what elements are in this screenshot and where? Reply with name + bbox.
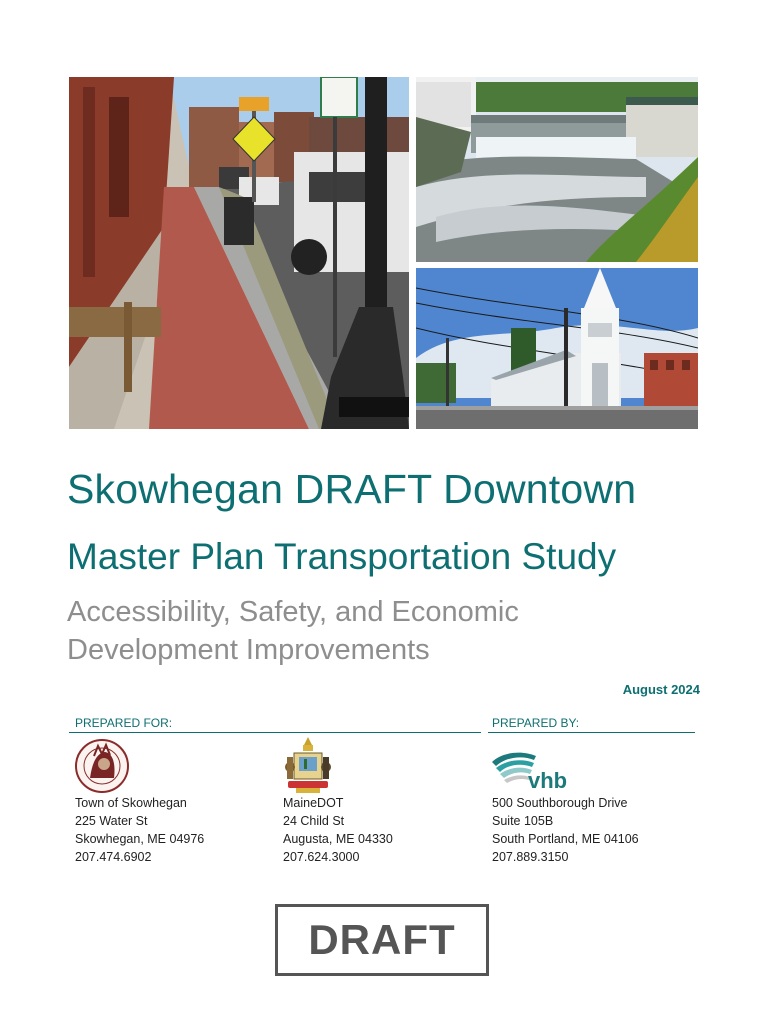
report-date: August 2024 [622, 682, 700, 697]
vhb-logo-text: vhb [528, 768, 568, 790]
vhb-address-1: 500 Southborough Drive [492, 796, 628, 810]
prepared-for-label: PREPARED FOR: [75, 716, 173, 730]
vhb-address-3: South Portland, ME 04106 [492, 832, 639, 846]
vhb-address-2: Suite 105B [492, 814, 554, 828]
mainedot-address-2: Augusta, ME 04330 [283, 832, 393, 846]
street-sidewalk-photo [69, 77, 409, 429]
mainedot-phone: 207.624.3000 [283, 850, 360, 864]
mainedot-address-1: 24 Child St [283, 814, 345, 828]
title-line-1: Skowhegan DRAFT Downtown [67, 466, 637, 512]
title-line-2: Master Plan Transportation Study [67, 536, 617, 577]
vhb-phone: 207.889.3150 [492, 850, 569, 864]
subtitle-line-2: Development Improvements [67, 634, 430, 666]
town-phone: 207.474.6902 [75, 850, 152, 864]
draft-stamp-text: DRAFT [308, 916, 456, 963]
subtitle-line-1: Accessibility, Safety, and Economic [67, 596, 519, 628]
church-photo [416, 268, 698, 429]
mainedot-contact [283, 794, 393, 866]
prepared-by-divider [488, 732, 695, 733]
skowhegan-seal-logo [74, 738, 130, 794]
vhb-contact [492, 794, 639, 866]
subtitle [67, 593, 519, 669]
river-dam-photo [416, 77, 698, 262]
mainedot-seal-logo [284, 737, 332, 793]
mainedot-name: MaineDOT [283, 796, 344, 810]
town-name: Town of Skowhegan [75, 796, 187, 810]
vhb-logo [492, 748, 572, 790]
town-address-2: Skowhegan, ME 04976 [75, 832, 205, 846]
town-contact [75, 794, 204, 866]
draft-stamp [275, 904, 489, 976]
prepared-by-label: PREPARED BY: [492, 716, 580, 730]
town-address-1: 225 Water St [75, 814, 148, 828]
prepared-for-divider [69, 732, 481, 733]
